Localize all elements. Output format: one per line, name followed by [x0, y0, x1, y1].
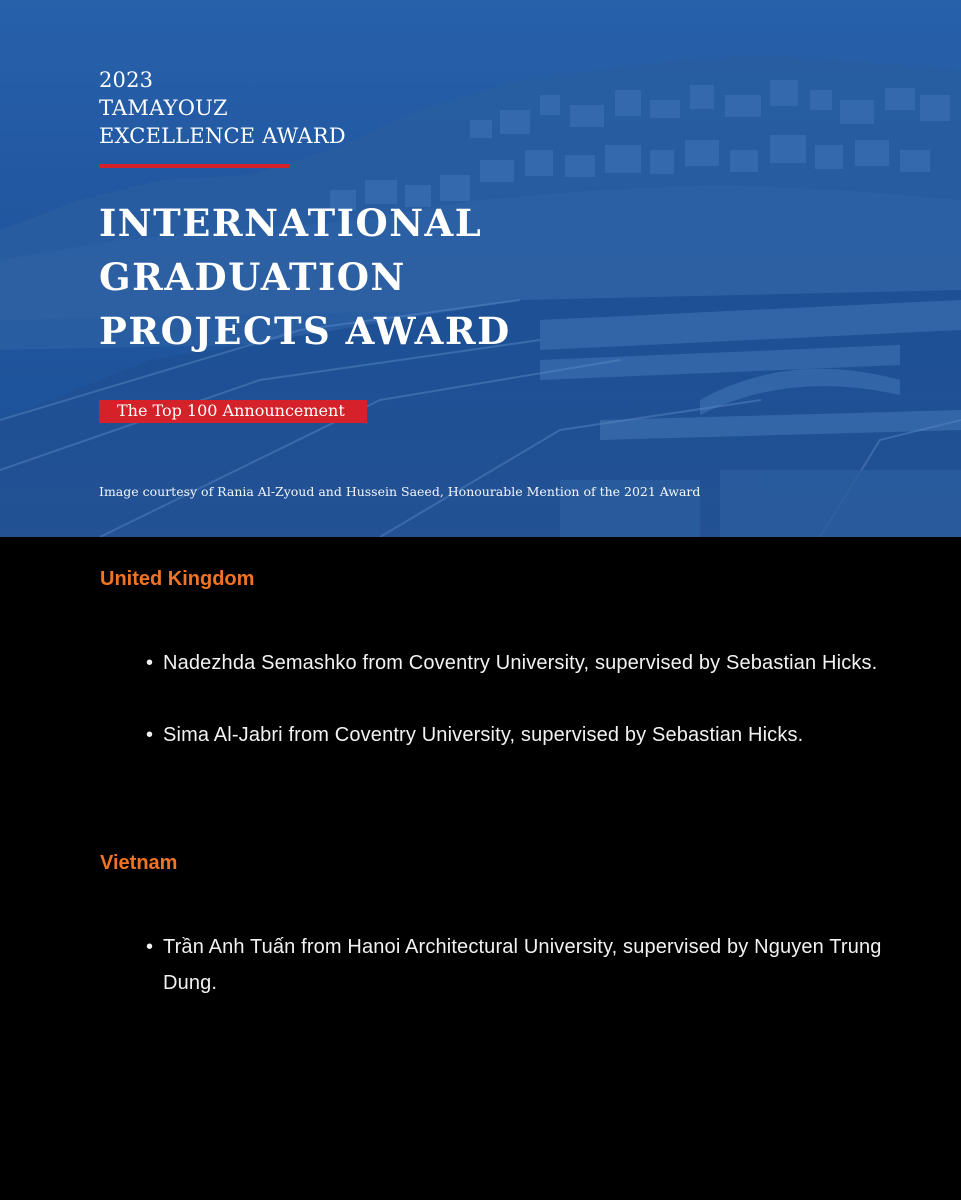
entry-text: Nadezhda Semashko from Coventry University, supervised by Sebastian Hicks.: [163, 652, 878, 674]
red-divider: [99, 164, 290, 168]
winners-list: [0, 537, 961, 1200]
list-item: [100, 717, 890, 753]
bullet-icon: •: [146, 724, 154, 746]
hero-banner: [0, 0, 961, 537]
image-credit: Image courtesy of Rania Al-Zyoud and Hussein Saeed, Honourable Mention of the 2021 Award: [99, 484, 701, 499]
entries-united-kingdom: [100, 645, 890, 753]
award-kicker: [99, 66, 346, 150]
hero-content: [99, 0, 899, 537]
country-heading-united-kingdom: United Kingdom: [100, 568, 255, 590]
bullet-icon: •: [146, 652, 154, 674]
page-title: [99, 196, 511, 358]
title-line-2: GRADUATION: [99, 255, 406, 299]
bullet-icon: •: [146, 936, 154, 958]
country-heading-vietnam: Vietnam: [100, 852, 178, 874]
title-line-1: INTERNATIONAL: [99, 201, 483, 245]
announcement-badge: The Top 100 Announcement: [99, 400, 367, 423]
award-brand: TAMAYOUZ: [99, 96, 228, 120]
list-item: [100, 929, 890, 1001]
entry-text: Trần Anh Tuấn from Hanoi Architectural University, supervised by Nguyen Trung Dung.: [163, 936, 882, 994]
award-name: EXCELLENCE AWARD: [99, 124, 346, 148]
list-item: [100, 645, 890, 681]
entries-vietnam: [100, 929, 890, 1001]
title-line-3: PROJECTS AWARD: [99, 309, 511, 353]
award-year: 2023: [99, 68, 154, 92]
entry-text: Sima Al-Jabri from Coventry University, supervised by Sebastian Hicks.: [163, 724, 804, 746]
